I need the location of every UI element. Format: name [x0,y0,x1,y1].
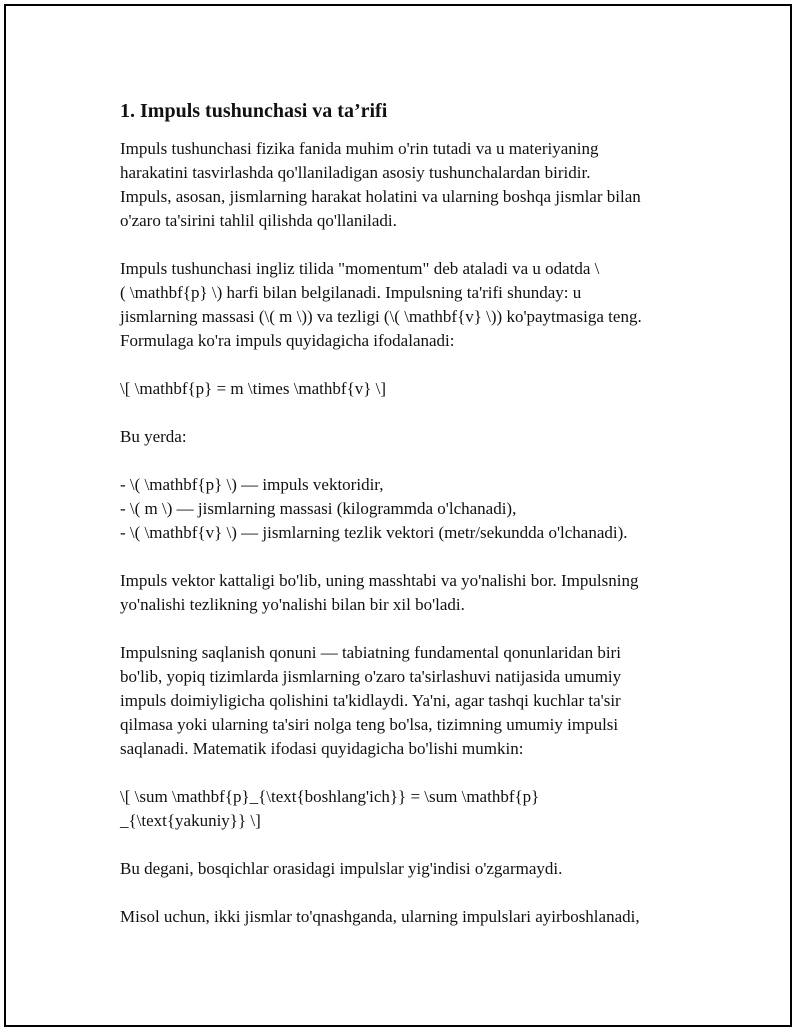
text-line: - \( \mathbf{v} \) — jismlarning tezlik vektori (metr/sekundda o'lchanadi). [120,523,628,542]
text-line: yo'nalishi tezlikning yo'nalishi bilan bir xil bo'ladi. [120,595,465,614]
paragraph [120,425,700,449]
page-frame [4,4,792,1027]
paragraph [120,785,700,833]
text-line: Impuls tushunchasi fizika fanida muhim o'rin tutadi va u materiyaning [120,139,599,158]
text-line: Formulaga ko'ra impuls quyidagicha ifodalanadi: [120,331,455,350]
document-body [120,98,700,953]
text-line: Misol uchun, ikki jismlar to'qnashganda, ularning impulslari ayirboshlanadi, [120,907,640,926]
text-line: saqlanadi. Matematik ifodasi quyidagicha bo'lishi mumkin: [120,739,524,758]
text-line: Bu yerda: [120,427,187,446]
text-line: Impuls, asosan, jismlarning harakat holatini va ularning boshqa jismlar bilan [120,187,641,206]
text-line: - \( m \) — jismlarning massasi (kilogrammda o'lchanadi), [120,499,517,518]
paragraph-list [120,137,700,929]
text-line: ( \mathbf{p} \) harfi bilan belgilanadi. Impulsning ta'rifi shunday: u [120,283,582,302]
paragraph [120,377,700,401]
text-line: Impuls tushunchasi ingliz tilida "momentum" deb ataladi va u odatda \ [120,259,600,278]
text-line: qilmasa yoki ularning ta'siri nolga teng bo'lsa, tizimning umumiy impulsi [120,715,619,734]
paragraph [120,569,700,617]
paragraph [120,905,700,929]
text-line: o'zaro ta'sirini tahlil qilishda qo'llaniladi. [120,211,397,230]
text-line: jismlarning massasi (\( m \)) va tezligi (\( \mathbf{v} \)) ko'paytmasiga teng. [120,307,642,326]
paragraph [120,473,700,545]
text-line: \[ \sum \mathbf{p}_{\text{boshlang'ich}} = \sum \mathbf{p} [120,787,540,806]
section-heading: 1. Impuls tushunchasi va ta’rifi [120,100,388,122]
text-line: Impuls vektor kattaligi bo'lib, uning masshtabi va yo'nalishi bor. Impulsning [120,571,639,590]
paragraph [120,857,700,881]
text-line: impuls doimiyligicha qolishini ta'kidlaydi. Ya'ni, agar tashqi kuchlar ta'sir [120,691,621,710]
text-line: Impulsning saqlanish qonuni — tabiatning fundamental qonunlaridan biri [120,643,621,662]
paragraph [120,137,700,233]
text-line: Bu degani, bosqichlar orasidagi impulslar yig'indisi o'zgarmaydi. [120,859,563,878]
paragraph [120,257,700,353]
text-line: bo'lib, yopiq tizimlarda jismlarning o'zaro ta'sirlashuvi natijasida umumiy [120,667,622,686]
text-line: \[ \mathbf{p} = m \times \mathbf{v} \] [120,379,387,398]
text-line: - \( \mathbf{p} \) — impuls vektoridir, [120,475,384,494]
text-line: harakatini tasvirlashda qo'llaniladigan asosiy tushunchalardan biridir. [120,163,591,182]
paragraph [120,641,700,761]
text-line: _{\text{yakuniy}} \] [120,811,261,830]
